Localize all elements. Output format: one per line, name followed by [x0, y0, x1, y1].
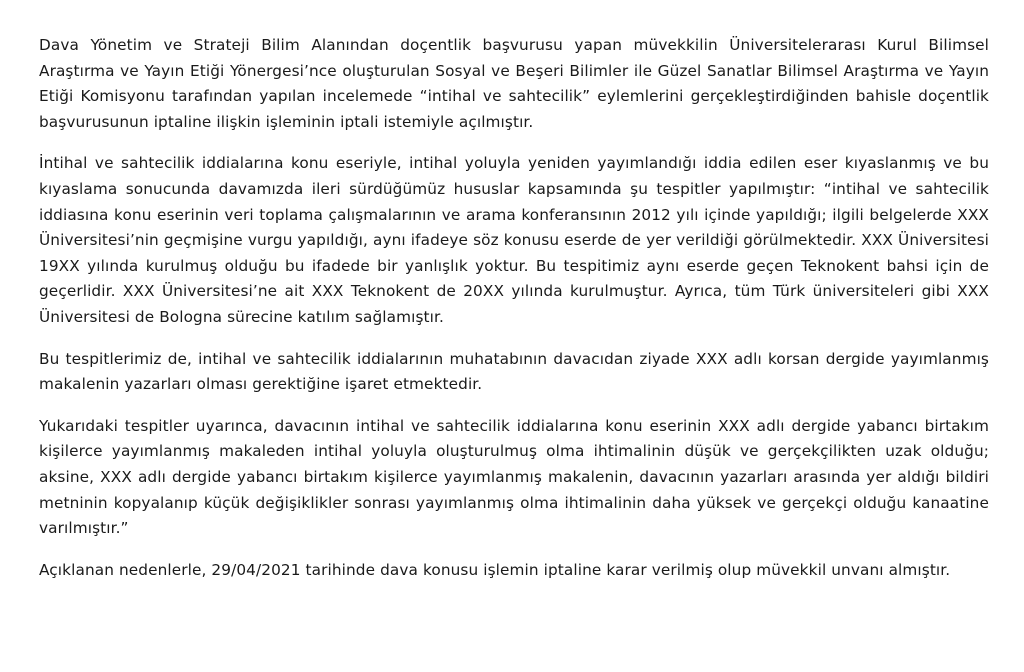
- document-body: [39, 33, 989, 583]
- paragraph-2: İntihal ve sahtecilik iddialarına konu eseriyle, intihal yoluyla yeniden yayımlandığı iddia edilen eser kıyaslanmış ve bu kıyaslama sonucunda davamızda ileri sürdüğümüz hususlar kapsamında şu tespitler yapılmıştır: “intihal ve sahtecilik iddiasına konu eserinin veri toplama çalışmalarının ve arama konferansının 2012 yılı içinde yapıldığı; ilgili belgelerde XXX Üniversitesi’nin geçmişine vurgu yapıldığı, aynı ifadeye söz konusu eserde de yer verildiği görülmektedir. XXX Üniversitesi 19XX yılında kurulmuş olduğu bu ifadede bir yanlışlık yoktur. Bu tespitimiz aynı eserde geçen Teknokent bahsi için de geçerlidir. XXX Üniversitesi’ne ait XXX Teknokent de 20XX yılında kurulmuştur. Ayrıca, tüm Türk üniversiteleri gibi XXX Üniversitesi de Bologna sürecine katılım sağlamıştır.: [39, 154, 989, 326]
- paragraph-1: Dava Yönetim ve Strateji Bilim Alanından doçentlik başvurusu yapan müvekkilin Üniversitelerarası Kurul Bilimsel Araştırma ve Yayın Etiği Yönergesi’nce oluşturulan Sosyal ve Beşeri Bilimler ile Güzel Sanatlar Bilimsel Araştırma ve Yayın Etiği Komisyonu tarafından yapılan incelemede “intihal ve sahtecilik” eylemlerini gerçekleştirdiğinden bahisle doçentlik başvurusunun iptaline ilişkin işleminin iptali istemiyle açılmıştır.: [39, 36, 989, 131]
- paragraph-4: Yukarıdaki tespitler uyarınca, davacının intihal ve sahtecilik iddialarına konu eserinin XXX adlı dergide yabancı birtakım kişilerce yayımlanmış makaleden intihal yoluyla oluşturulmuş olma ihtimalinin düşük ve gerçekçilikten uzak olduğu; aksine, XXX adlı dergide yabancı birtakım kişilerce yayımlanmış makalenin, davacının yazarları arasında yer aldığı bildiri metninin kopyalanıp küçük değişiklikler sonrası yayımlanmış olma ihtimalinin daha yüksek ve gerçekçi olduğu kanaatine varılmıştır.”: [39, 416, 989, 538]
- paragraph-5: Açıklanan nedenlerle, 29/04/2021 tarihinde dava konusu işlemin iptaline karar verilmiş olup müvekkil unvanı almıştır.: [39, 560, 951, 579]
- paragraph-3: Bu tespitlerimiz de, intihal ve sahtecilik iddialarının muhatabının davacıdan ziyade XXX adlı korsan dergide yayımlanmış makalenin yazarları olması gerektiğine işaret etmektedir.: [39, 349, 989, 394]
